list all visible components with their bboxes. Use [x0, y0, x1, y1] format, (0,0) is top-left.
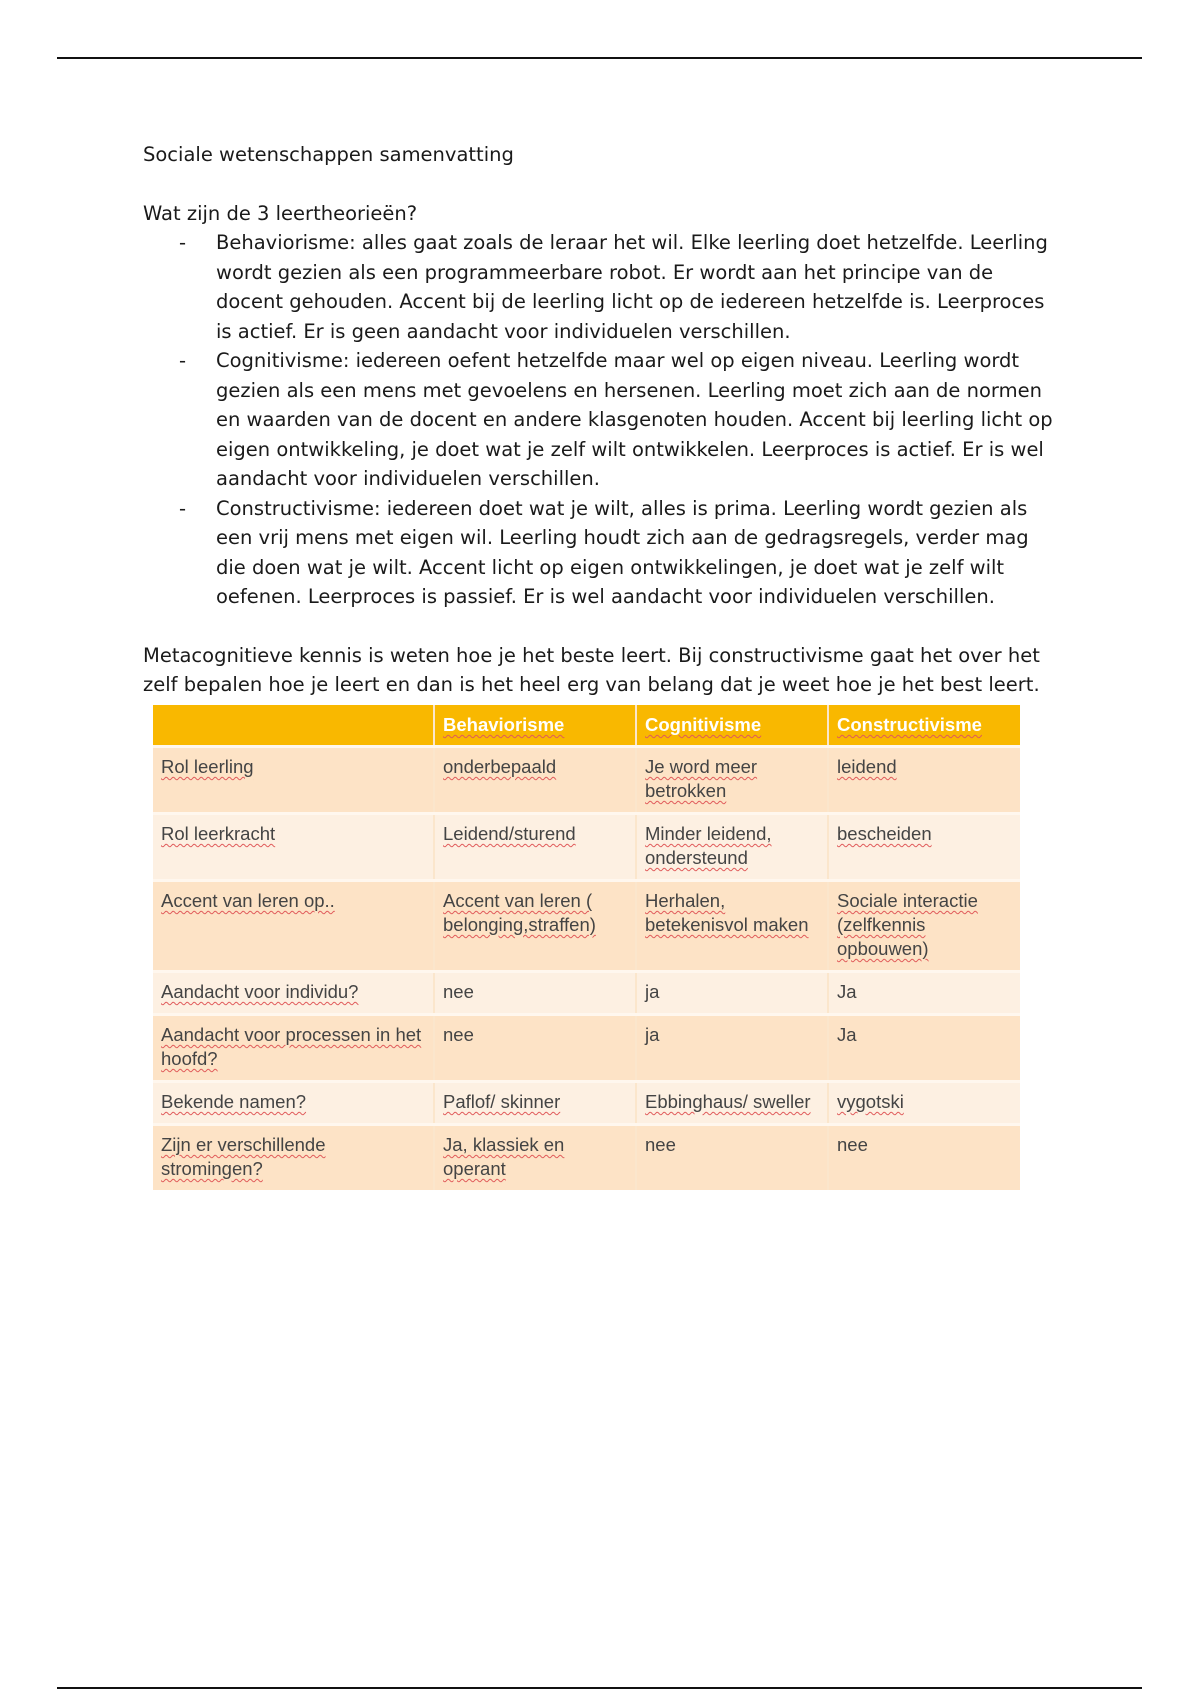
table-row — [153, 881, 1020, 972]
table-cell-label: Aandacht voor individu? — [153, 972, 434, 1015]
table-cell: Accent van leren ( belonging,straffen) — [434, 881, 636, 972]
table-header-row — [153, 705, 1020, 747]
table-cell: vygotski — [828, 1082, 1020, 1125]
question-heading: Wat zijn de 3 leertheorieën? — [143, 201, 418, 225]
table-cell: nee — [434, 972, 636, 1015]
page-bottom-rule — [57, 1687, 1142, 1689]
table-cell: Ja — [828, 972, 1020, 1015]
table-row — [153, 1082, 1020, 1125]
page-top-rule — [57, 57, 1142, 59]
bullet-dash: - — [179, 496, 187, 520]
list-item — [143, 346, 1061, 494]
table-cell: ja — [636, 1015, 828, 1082]
table-cell-label: Aandacht voor processen in het hoofd? — [153, 1015, 434, 1082]
bullet-dash: - — [179, 349, 187, 372]
list-item — [143, 228, 1061, 346]
theory-cognitivisme: Cognitivisme: iedereen oefent hetzelfde maar wel op eigen niveau. Leerling wordt gezien als een mens met gevoelens en hersenen. Leerling moet zich aan de normen en waarden van de docent en andere klasgenoten houden. Accent bij leerling licht op eigen ontwikkeling, je doet wat je zelf wilt ontwikkelen. Leerproces is actief. Er is wel aandacht voor individuelen verschillen. — [216, 349, 1053, 490]
table-cell: onderbepaald — [434, 747, 636, 814]
comparison-table — [153, 705, 1020, 1190]
table-cell: Leidend/sturend — [434, 814, 636, 881]
table-cell-label: Rol leerling — [153, 747, 434, 814]
table-cell: nee — [434, 1015, 636, 1082]
table-cell-label: Accent van leren op.. — [153, 881, 434, 972]
table-row — [153, 1125, 1020, 1191]
document-title: Sociale wetenschappen samenvatting — [143, 143, 514, 166]
table-cell: Paflof/ skinner — [434, 1082, 636, 1125]
table-row — [153, 972, 1020, 1015]
table-cell: ja — [636, 972, 828, 1015]
table-cell: bescheiden — [828, 814, 1020, 881]
bullet-dash: - — [179, 231, 187, 254]
table-cell: leidend — [828, 747, 1020, 814]
comparison-table-image — [153, 705, 1020, 1190]
theory-list — [143, 228, 1063, 612]
table-cell: Herhalen, betekenisvol maken — [636, 881, 828, 972]
document-body — [143, 140, 1063, 700]
table-cell: Ebbinghaus/ sweller — [636, 1082, 828, 1125]
header-cell-cognitivisme: Cognitivisme — [636, 705, 828, 747]
header-cell-behaviorisme: Behaviorisme — [434, 705, 636, 747]
table-row — [153, 814, 1020, 881]
header-cell-empty — [153, 705, 434, 747]
table-cell: nee — [636, 1125, 828, 1191]
list-item — [143, 494, 1061, 612]
table-cell: Ja, klassiek en operant — [434, 1125, 636, 1191]
table-cell-label: Rol leerkracht — [153, 814, 434, 881]
table-cell: Minder leidend, ondersteund — [636, 814, 828, 881]
theory-constructivisme: Constructivisme: iedereen doet wat je wilt, alles is prima. Leerling wordt gezien als een vrij mens met eigen wil. Leerling houdt zich aan de gedragsregels, verder mag die doen wat je wilt. Accent licht op eigen ontwikkelingen, je doet wat je zelf wilt oefenen. Leerproces is passief. Er is wel aandacht voor individuelen verschillen. — [216, 496, 1029, 608]
table-row — [153, 747, 1020, 814]
table-cell-label: Bekende namen? — [153, 1082, 434, 1125]
table-cell: Je word meer betrokken — [636, 747, 828, 814]
table-cell: Sociale interactie (zelfkennis opbouwen) — [828, 881, 1020, 972]
header-cell-constructivisme: Constructivisme — [828, 705, 1020, 747]
table-row — [153, 1015, 1020, 1082]
table-cell-label: Zijn er verschillende stromingen? — [153, 1125, 434, 1191]
table-cell: nee — [828, 1125, 1020, 1191]
table-cell: Ja — [828, 1015, 1020, 1082]
theory-behaviorisme: Behaviorisme: alles gaat zoals de leraar het wil. Elke leerling doet hetzelfde. Leerling wordt gezien als een programmeerbare robot. Er wordt aan het principe van de docent gehouden. Accent bij de leerling licht op de iedereen hetzelfde is. Leerproces is actief. Er is geen aandacht voor individuelen verschillen. — [216, 231, 1048, 343]
metacognition-paragraph: Metacognitieve kennis is weten hoe je het beste leert. Bij constructivisme gaat het over het zelf bepalen hoe je leert en dan is het heel erg van belang dat je weet hoe je het best leert. — [143, 643, 1040, 696]
